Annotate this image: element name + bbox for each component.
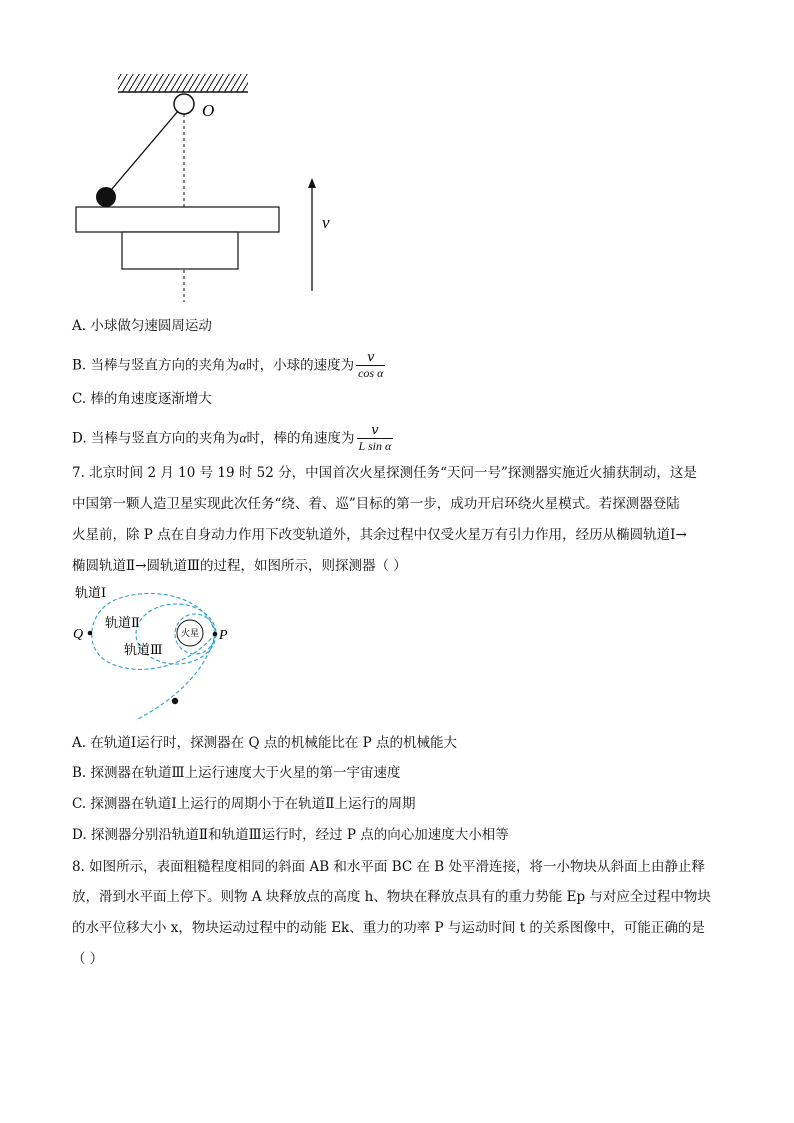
q8-stem-line-1: 8. 如图所示，表面粗糙程度相同的斜面 AB 和水平面 BC 在 B 处平滑连接，将一小物块从斜面上由静止释: [72, 859, 706, 875]
q6-option-b-text: B. 当棒与竖直方向的夹角为: [72, 357, 240, 374]
q6-option-b-fraction: [356, 351, 385, 381]
probe-point: [172, 698, 178, 704]
q8-stem-line-3: 的水平位移大小 x，物块运动过程中的动能 Ek、重力的功率 P 与运动时间 t 的关系图像中，可能正确的是: [72, 920, 705, 936]
q6-option-d-text: D. 当棒与竖直方向的夹角为: [72, 430, 240, 447]
point-p: [213, 632, 218, 637]
q7-stem-line-3: 火星前，除 P 点在自身动力作用下改变轨道外，其余过程中仅受火星万有引力作用，经历从椭圆轨道Ⅰ→: [72, 527, 687, 543]
q7-option-a: A. 在轨道Ⅰ运行时，探测器在 Q 点的机械能比在 P 点的机械能大: [72, 735, 457, 751]
q7-option-b: B. 探测器在轨道Ⅲ上运行速度大于火星的第一宇宙速度: [72, 765, 401, 781]
q8-stem-line-2: 放，滑到水平面上停下。则物 A 块释放点的高度 h、物块在释放点具有的重力势能 Ep 与对应全过程中物块: [72, 889, 711, 905]
label-orbit-1: 轨道Ⅰ: [75, 585, 107, 600]
ceiling-hatch: [118, 74, 248, 92]
q6-option-b-text2: 时，小球的速度为: [246, 357, 355, 374]
q6-option-b: [72, 351, 385, 381]
fraction-numerator: v: [371, 423, 379, 438]
fraction-denominator: cos α: [358, 366, 384, 380]
fraction-numerator: v: [367, 350, 375, 365]
q8-stem-line-4: （ ）: [72, 951, 104, 967]
velocity-arrowhead: [308, 178, 316, 188]
rod-ball-figure: [60, 66, 350, 306]
label-q: Q: [73, 627, 84, 642]
q6-option-d-text2: 时，棒的角速度为: [246, 430, 355, 447]
q7-stem-line-1: 7. 北京时间 2 月 10 号 19 时 52 分，中国首次火星探测任务“天问一号”探测器实施近火捕获制动，这是: [72, 465, 697, 481]
q7-option-c: C. 探测器在轨道Ⅰ上运行的周期小于在轨道Ⅱ上运行的周期: [72, 796, 416, 812]
point-q: [88, 631, 93, 636]
rod: [106, 104, 184, 196]
ball: [96, 187, 116, 207]
platform-base: [122, 232, 238, 269]
mars-label: 火星: [180, 628, 200, 638]
q6-option-c: C. 棒的角速度逐渐增大: [72, 391, 212, 407]
platform-top: [76, 207, 279, 232]
label-p: P: [219, 628, 228, 643]
fraction-denominator: L sin α: [358, 439, 392, 453]
orbit-figure: [68, 578, 248, 728]
label-orbit-2: 轨道Ⅱ: [105, 615, 140, 630]
q7-stem-line-2: 中国第一颗人造卫星实现此次任务“绕、着、巡”目标的第一步，成功开启环绕火星模式。若探测器登陆: [72, 496, 680, 512]
q7-stem-line-4: 椭圆轨道Ⅱ→圆轨道Ⅲ的过程，如图所示，则探测器（ ）: [72, 558, 407, 574]
q7-option-d: D. 探测器分别沿轨道Ⅱ和轨道Ⅲ运行时，经过 P 点的向心加速度大小相等: [72, 827, 509, 843]
q6-option-a: A. 小球做匀速圆周运动: [72, 318, 212, 334]
label-v: v: [322, 213, 330, 232]
pivot-o: [174, 94, 194, 114]
q6-option-b-alpha: α: [239, 357, 247, 373]
label-orbit-3: 轨道Ⅲ: [124, 642, 163, 657]
q6-option-d-alpha: α: [239, 430, 247, 446]
q6-option-d-fraction: [357, 424, 394, 454]
q6-option-d: [72, 424, 393, 454]
label-o: O: [202, 101, 215, 120]
